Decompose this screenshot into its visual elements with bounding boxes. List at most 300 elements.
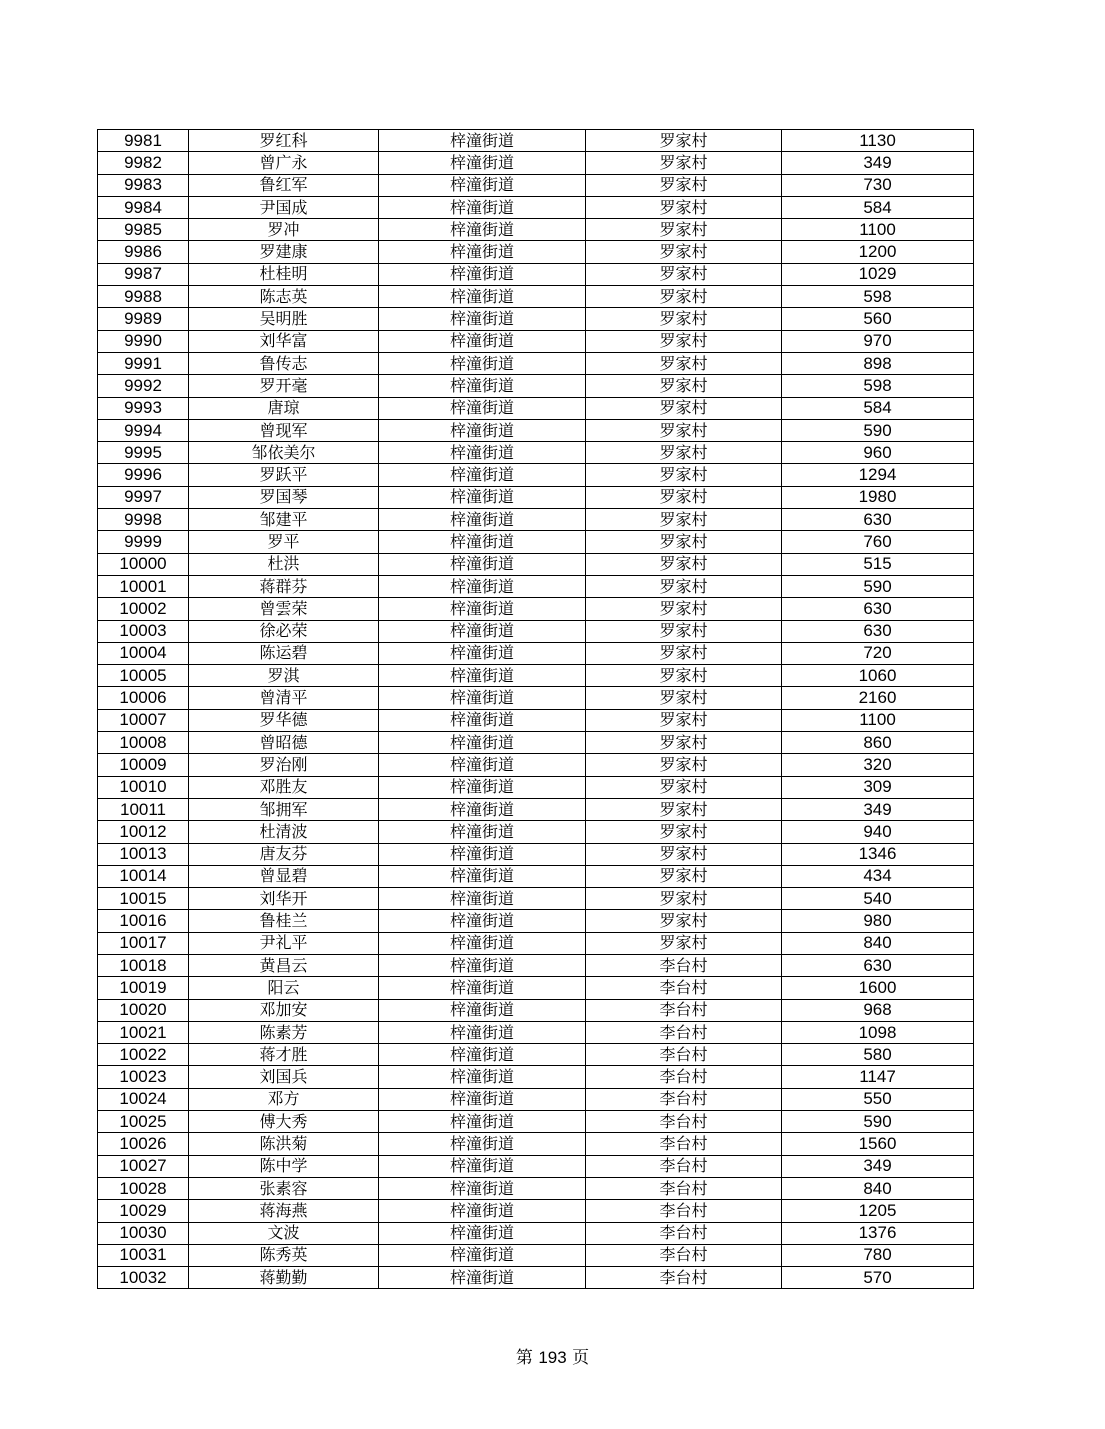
name-cell: 罗华德 [189, 709, 379, 731]
table-row [98, 1111, 974, 1133]
village-cell: 李台村 [586, 1088, 782, 1110]
street-cell: 梓潼街道 [379, 442, 586, 464]
village-cell: 罗家村 [586, 642, 782, 664]
serial-number-cell: 10027 [98, 1155, 189, 1177]
amount-cell: 1147 [782, 1066, 974, 1088]
street-cell: 梓潼街道 [379, 932, 586, 954]
table-row [98, 486, 974, 508]
amount-cell: 349 [782, 1155, 974, 1177]
amount-cell: 630 [782, 954, 974, 976]
name-cell: 陈中学 [189, 1155, 379, 1177]
amount-cell: 970 [782, 330, 974, 352]
village-cell: 李台村 [586, 1044, 782, 1066]
village-cell: 罗家村 [586, 732, 782, 754]
amount-cell: 349 [782, 798, 974, 820]
amount-cell: 1098 [782, 1021, 974, 1043]
table-row [98, 620, 974, 642]
street-cell: 梓潼街道 [379, 130, 586, 152]
name-cell: 阳云 [189, 977, 379, 999]
street-cell: 梓潼街道 [379, 620, 586, 642]
name-cell: 罗国琴 [189, 486, 379, 508]
village-cell: 李台村 [586, 1155, 782, 1177]
amount-cell: 940 [782, 821, 974, 843]
village-cell: 罗家村 [586, 754, 782, 776]
street-cell: 梓潼街道 [379, 798, 586, 820]
serial-number-cell: 9981 [98, 130, 189, 152]
village-cell: 罗家村 [586, 620, 782, 642]
village-cell: 罗家村 [586, 553, 782, 575]
village-cell: 李台村 [586, 1133, 782, 1155]
name-cell: 傅大秀 [189, 1111, 379, 1133]
serial-number-cell: 10012 [98, 821, 189, 843]
street-cell: 梓潼街道 [379, 1155, 586, 1177]
amount-cell: 1346 [782, 843, 974, 865]
serial-number-cell: 10004 [98, 642, 189, 664]
street-cell: 梓潼街道 [379, 419, 586, 441]
table-row [98, 1222, 974, 1244]
name-cell: 杜洪 [189, 553, 379, 575]
name-cell: 蒋勤勤 [189, 1267, 379, 1289]
serial-number-cell: 9984 [98, 196, 189, 218]
street-cell: 梓潼街道 [379, 843, 586, 865]
name-cell: 黄昌云 [189, 954, 379, 976]
table-row [98, 1088, 974, 1110]
amount-cell: 320 [782, 754, 974, 776]
street-cell: 梓潼街道 [379, 575, 586, 597]
name-cell: 罗建康 [189, 241, 379, 263]
street-cell: 梓潼街道 [379, 642, 586, 664]
table-row [98, 732, 974, 754]
name-cell: 曾现军 [189, 419, 379, 441]
name-cell: 刘国兵 [189, 1066, 379, 1088]
amount-cell: 1060 [782, 665, 974, 687]
table-row [98, 464, 974, 486]
amount-cell: 898 [782, 352, 974, 374]
amount-cell: 590 [782, 1111, 974, 1133]
table-row [98, 219, 974, 241]
name-cell: 邓加安 [189, 999, 379, 1021]
village-cell: 罗家村 [586, 397, 782, 419]
village-cell: 罗家村 [586, 665, 782, 687]
amount-cell: 570 [782, 1267, 974, 1289]
street-cell: 梓潼街道 [379, 732, 586, 754]
amount-cell: 840 [782, 932, 974, 954]
name-cell: 文波 [189, 1222, 379, 1244]
serial-number-cell: 10032 [98, 1267, 189, 1289]
table-row [98, 553, 974, 575]
serial-number-cell: 10026 [98, 1133, 189, 1155]
village-cell: 罗家村 [586, 219, 782, 241]
amount-cell: 515 [782, 553, 974, 575]
serial-number-cell: 10008 [98, 732, 189, 754]
serial-number-cell: 10023 [98, 1066, 189, 1088]
table-row [98, 1021, 974, 1043]
amount-cell: 840 [782, 1177, 974, 1199]
street-cell: 梓潼街道 [379, 553, 586, 575]
street-cell: 梓潼街道 [379, 531, 586, 553]
name-cell: 蒋才胜 [189, 1044, 379, 1066]
name-cell: 罗开毫 [189, 375, 379, 397]
name-cell: 唐友芬 [189, 843, 379, 865]
street-cell: 梓潼街道 [379, 1066, 586, 1088]
serial-number-cell: 10001 [98, 575, 189, 597]
village-cell: 李台村 [586, 1111, 782, 1133]
street-cell: 梓潼街道 [379, 888, 586, 910]
village-cell: 罗家村 [586, 531, 782, 553]
amount-cell: 720 [782, 642, 974, 664]
village-cell: 罗家村 [586, 130, 782, 152]
table-row [98, 932, 974, 954]
name-cell: 邹建平 [189, 509, 379, 531]
name-cell: 徐必荣 [189, 620, 379, 642]
amount-cell: 760 [782, 531, 974, 553]
name-cell: 邓方 [189, 1088, 379, 1110]
street-cell: 梓潼街道 [379, 821, 586, 843]
street-cell: 梓潼街道 [379, 219, 586, 241]
street-cell: 梓潼街道 [379, 152, 586, 174]
amount-cell: 590 [782, 419, 974, 441]
street-cell: 梓潼街道 [379, 1021, 586, 1043]
village-cell: 李台村 [586, 1244, 782, 1266]
name-cell: 陈运碧 [189, 642, 379, 664]
name-cell: 邹拥军 [189, 798, 379, 820]
amount-cell: 1294 [782, 464, 974, 486]
amount-cell: 1376 [782, 1222, 974, 1244]
name-cell: 鲁传志 [189, 352, 379, 374]
table-row [98, 509, 974, 531]
village-cell: 李台村 [586, 999, 782, 1021]
village-cell: 罗家村 [586, 486, 782, 508]
table-row [98, 910, 974, 932]
name-cell: 罗治刚 [189, 754, 379, 776]
table-row [98, 352, 974, 374]
amount-cell: 560 [782, 308, 974, 330]
village-cell: 罗家村 [586, 419, 782, 441]
serial-number-cell: 10031 [98, 1244, 189, 1266]
street-cell: 梓潼街道 [379, 509, 586, 531]
table-row [98, 397, 974, 419]
table-row [98, 286, 974, 308]
amount-cell: 1100 [782, 709, 974, 731]
village-cell: 李台村 [586, 954, 782, 976]
amount-cell: 1980 [782, 486, 974, 508]
village-cell: 罗家村 [586, 330, 782, 352]
street-cell: 梓潼街道 [379, 1244, 586, 1266]
street-cell: 梓潼街道 [379, 486, 586, 508]
street-cell: 梓潼街道 [379, 954, 586, 976]
serial-number-cell: 10020 [98, 999, 189, 1021]
serial-number-cell: 9995 [98, 442, 189, 464]
name-cell: 曾昭德 [189, 732, 379, 754]
name-cell: 蒋海燕 [189, 1200, 379, 1222]
table-row [98, 330, 974, 352]
serial-number-cell: 10016 [98, 910, 189, 932]
serial-number-cell: 10021 [98, 1021, 189, 1043]
table-row [98, 174, 974, 196]
serial-number-cell: 9989 [98, 308, 189, 330]
village-cell: 罗家村 [586, 442, 782, 464]
street-cell: 梓潼街道 [379, 464, 586, 486]
name-cell: 邓胜友 [189, 776, 379, 798]
street-cell: 梓潼街道 [379, 397, 586, 419]
street-cell: 梓潼街道 [379, 352, 586, 374]
table-row [98, 843, 974, 865]
table-row [98, 375, 974, 397]
village-cell: 罗家村 [586, 286, 782, 308]
amount-cell: 630 [782, 509, 974, 531]
data-table [97, 129, 974, 1289]
village-cell: 罗家村 [586, 575, 782, 597]
amount-cell: 1100 [782, 219, 974, 241]
table-row [98, 1133, 974, 1155]
serial-number-cell: 10009 [98, 754, 189, 776]
amount-cell: 630 [782, 620, 974, 642]
serial-number-cell: 10018 [98, 954, 189, 976]
street-cell: 梓潼街道 [379, 196, 586, 218]
table-row [98, 709, 974, 731]
village-cell: 罗家村 [586, 598, 782, 620]
village-cell: 李台村 [586, 1021, 782, 1043]
street-cell: 梓潼街道 [379, 286, 586, 308]
table-row [98, 1267, 974, 1289]
table-row [98, 1200, 974, 1222]
street-cell: 梓潼街道 [379, 241, 586, 263]
amount-cell: 1560 [782, 1133, 974, 1155]
serial-number-cell: 10013 [98, 843, 189, 865]
serial-number-cell: 9983 [98, 174, 189, 196]
page-label-prefix: 第 [515, 1348, 533, 1368]
name-cell: 陈洪菊 [189, 1133, 379, 1155]
serial-number-cell: 9999 [98, 531, 189, 553]
amount-cell: 980 [782, 910, 974, 932]
table-row [98, 575, 974, 597]
amount-cell: 540 [782, 888, 974, 910]
serial-number-cell: 9992 [98, 375, 189, 397]
street-cell: 梓潼街道 [379, 1267, 586, 1289]
village-cell: 罗家村 [586, 932, 782, 954]
name-cell: 刘华富 [189, 330, 379, 352]
street-cell: 梓潼街道 [379, 754, 586, 776]
name-cell: 曾清平 [189, 687, 379, 709]
name-cell: 吴明胜 [189, 308, 379, 330]
serial-number-cell: 10030 [98, 1222, 189, 1244]
village-cell: 罗家村 [586, 776, 782, 798]
amount-cell: 434 [782, 865, 974, 887]
serial-number-cell: 10011 [98, 798, 189, 820]
name-cell: 罗跃平 [189, 464, 379, 486]
name-cell: 罗淇 [189, 665, 379, 687]
name-cell: 刘华开 [189, 888, 379, 910]
name-cell: 邹依美尔 [189, 442, 379, 464]
serial-number-cell: 10007 [98, 709, 189, 731]
amount-cell: 730 [782, 174, 974, 196]
name-cell: 曾广永 [189, 152, 379, 174]
village-cell: 罗家村 [586, 821, 782, 843]
serial-number-cell: 10019 [98, 977, 189, 999]
table-row [98, 531, 974, 553]
table-row [98, 1244, 974, 1266]
name-cell: 蒋群芬 [189, 575, 379, 597]
serial-number-cell: 9991 [98, 352, 189, 374]
name-cell: 张素容 [189, 1177, 379, 1199]
table-row [98, 1044, 974, 1066]
village-cell: 罗家村 [586, 464, 782, 486]
amount-cell: 550 [782, 1088, 974, 1110]
village-cell: 罗家村 [586, 798, 782, 820]
name-cell: 罗平 [189, 531, 379, 553]
serial-number-cell: 9988 [98, 286, 189, 308]
street-cell: 梓潼街道 [379, 598, 586, 620]
table-row [98, 419, 974, 441]
village-cell: 罗家村 [586, 687, 782, 709]
table-row [98, 776, 974, 798]
village-cell: 罗家村 [586, 509, 782, 531]
serial-number-cell: 9987 [98, 263, 189, 285]
village-cell: 李台村 [586, 1200, 782, 1222]
name-cell: 曾显碧 [189, 865, 379, 887]
serial-number-cell: 9996 [98, 464, 189, 486]
amount-cell: 584 [782, 397, 974, 419]
page-number: 193 [538, 1348, 567, 1367]
amount-cell: 309 [782, 776, 974, 798]
street-cell: 梓潼街道 [379, 999, 586, 1021]
serial-number-cell: 9998 [98, 509, 189, 531]
street-cell: 梓潼街道 [379, 1133, 586, 1155]
table-row [98, 798, 974, 820]
table-row [98, 1155, 974, 1177]
name-cell: 陈秀英 [189, 1244, 379, 1266]
table-row [98, 130, 974, 152]
street-cell: 梓潼街道 [379, 308, 586, 330]
street-cell: 梓潼街道 [379, 375, 586, 397]
serial-number-cell: 10017 [98, 932, 189, 954]
amount-cell: 598 [782, 286, 974, 308]
amount-cell: 1205 [782, 1200, 974, 1222]
street-cell: 梓潼街道 [379, 910, 586, 932]
serial-number-cell: 9997 [98, 486, 189, 508]
name-cell: 罗冲 [189, 219, 379, 241]
serial-number-cell: 9986 [98, 241, 189, 263]
village-cell: 李台村 [586, 1222, 782, 1244]
village-cell: 罗家村 [586, 888, 782, 910]
street-cell: 梓潼街道 [379, 1177, 586, 1199]
street-cell: 梓潼街道 [379, 865, 586, 887]
name-cell: 尹礼平 [189, 932, 379, 954]
village-cell: 罗家村 [586, 375, 782, 397]
amount-cell: 598 [782, 375, 974, 397]
village-cell: 罗家村 [586, 152, 782, 174]
village-cell: 罗家村 [586, 709, 782, 731]
table-row [98, 821, 974, 843]
amount-cell: 1029 [782, 263, 974, 285]
serial-number-cell: 10015 [98, 888, 189, 910]
village-cell: 李台村 [586, 1066, 782, 1088]
street-cell: 梓潼街道 [379, 776, 586, 798]
village-cell: 罗家村 [586, 196, 782, 218]
amount-cell: 2160 [782, 687, 974, 709]
serial-number-cell: 10005 [98, 665, 189, 687]
street-cell: 梓潼街道 [379, 687, 586, 709]
serial-number-cell: 10014 [98, 865, 189, 887]
village-cell: 罗家村 [586, 241, 782, 263]
amount-cell: 584 [782, 196, 974, 218]
street-cell: 梓潼街道 [379, 1111, 586, 1133]
street-cell: 梓潼街道 [379, 174, 586, 196]
serial-number-cell: 10000 [98, 553, 189, 575]
village-cell: 罗家村 [586, 263, 782, 285]
name-cell: 曾雲荣 [189, 598, 379, 620]
name-cell: 陈志英 [189, 286, 379, 308]
name-cell: 陈素芳 [189, 1021, 379, 1043]
table-row [98, 152, 974, 174]
table-row [98, 977, 974, 999]
street-cell: 梓潼街道 [379, 1200, 586, 1222]
amount-cell: 580 [782, 1044, 974, 1066]
serial-number-cell: 9994 [98, 419, 189, 441]
amount-cell: 860 [782, 732, 974, 754]
street-cell: 梓潼街道 [379, 263, 586, 285]
name-cell: 唐琼 [189, 397, 379, 419]
village-cell: 李台村 [586, 977, 782, 999]
street-cell: 梓潼街道 [379, 709, 586, 731]
amount-cell: 960 [782, 442, 974, 464]
village-cell: 罗家村 [586, 352, 782, 374]
amount-cell: 590 [782, 575, 974, 597]
page-label-suffix: 页 [572, 1348, 590, 1368]
table-row [98, 642, 974, 664]
amount-cell: 968 [782, 999, 974, 1021]
serial-number-cell: 9982 [98, 152, 189, 174]
table-row [98, 999, 974, 1021]
page-footer [0, 1343, 1105, 1368]
serial-number-cell: 10010 [98, 776, 189, 798]
amount-cell: 630 [782, 598, 974, 620]
amount-cell: 780 [782, 1244, 974, 1266]
name-cell: 尹国成 [189, 196, 379, 218]
village-cell: 罗家村 [586, 843, 782, 865]
table-row [98, 754, 974, 776]
table-row [98, 687, 974, 709]
table-row [98, 241, 974, 263]
serial-number-cell: 9985 [98, 219, 189, 241]
village-cell: 李台村 [586, 1177, 782, 1199]
amount-cell: 1600 [782, 977, 974, 999]
serial-number-cell: 10024 [98, 1088, 189, 1110]
village-cell: 罗家村 [586, 865, 782, 887]
street-cell: 梓潼街道 [379, 330, 586, 352]
serial-number-cell: 10006 [98, 687, 189, 709]
village-cell: 李台村 [586, 1267, 782, 1289]
serial-number-cell: 10002 [98, 598, 189, 620]
serial-number-cell: 10029 [98, 1200, 189, 1222]
name-cell: 鲁红军 [189, 174, 379, 196]
table-row [98, 196, 974, 218]
table-row [98, 1177, 974, 1199]
data-table-body [98, 130, 974, 1289]
serial-number-cell: 9993 [98, 397, 189, 419]
serial-number-cell: 10028 [98, 1177, 189, 1199]
street-cell: 梓潼街道 [379, 1222, 586, 1244]
amount-cell: 1200 [782, 241, 974, 263]
serial-number-cell: 10003 [98, 620, 189, 642]
street-cell: 梓潼街道 [379, 665, 586, 687]
name-cell: 罗红科 [189, 130, 379, 152]
serial-number-cell: 9990 [98, 330, 189, 352]
village-cell: 罗家村 [586, 174, 782, 196]
table-row [98, 665, 974, 687]
serial-number-cell: 10025 [98, 1111, 189, 1133]
table-row [98, 263, 974, 285]
